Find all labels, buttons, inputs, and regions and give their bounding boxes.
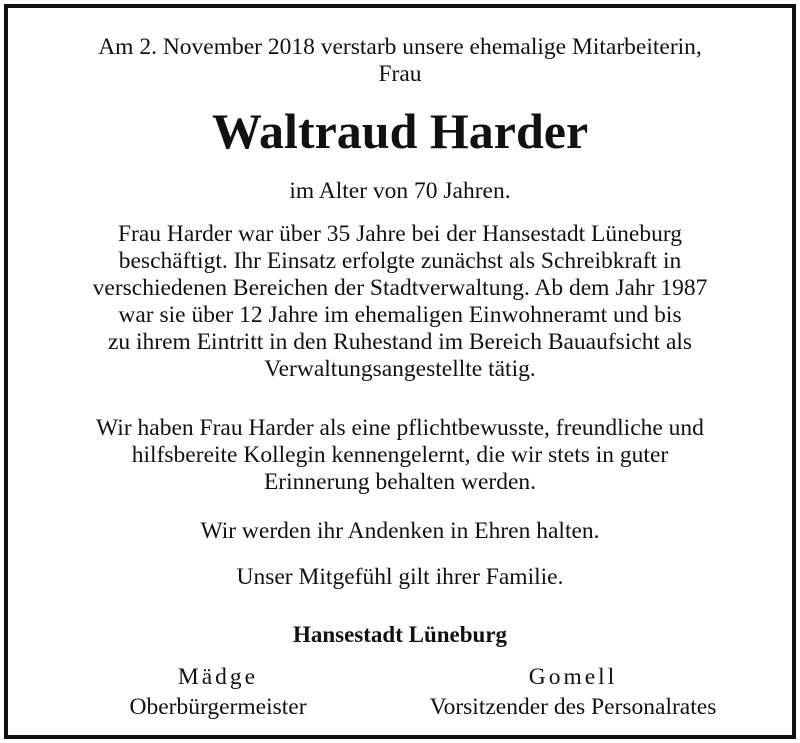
text-line: verschiedenen Bereichen der Stadtverwaltung. Ab dem Jahr 1987 <box>92 275 708 301</box>
closing-line-sympathy: Unser Mitgefühl gilt ihrer Familie. <box>236 564 564 590</box>
text-line: zu ihrem Eintritt in den Ruhestand im Bereich Bauaufsicht als <box>107 329 693 355</box>
signatory-mayor <box>68 662 368 722</box>
organization-name: Hansestadt Lüneburg <box>292 622 508 647</box>
deceased-name: Waltraud Harder <box>211 103 589 159</box>
text-line: Verwaltungsangestellte tätig. <box>264 356 536 382</box>
tribute-paragraph <box>8 415 792 496</box>
signatory-staff-council <box>398 662 748 722</box>
signatory-name: Gomell <box>528 664 618 690</box>
intro-line: Frau <box>378 61 422 87</box>
text-line: hilfsbereite Kollegin kennengelernt, die wir stets in guter <box>131 442 669 468</box>
obituary-notice <box>4 4 796 739</box>
intro-text <box>8 34 792 88</box>
biography-paragraph <box>8 221 792 383</box>
closing-line-remembrance: Wir werden ihr Andenken in Ehren halten. <box>200 518 600 544</box>
text-line: Erinnerung behalten werden. <box>263 469 537 495</box>
signatory-title: Vorsitzender des Personalrates <box>429 694 717 720</box>
text-line: war sie über 12 Jahre im ehemaligen Einwohneramt und bis <box>118 302 682 328</box>
signatory-title: Oberbürgermeister <box>129 694 307 720</box>
intro-line: Am 2. November 2018 verstarb unsere ehemalige Mitarbeiterin, <box>98 34 702 60</box>
text-line: Wir haben Frau Harder als eine pflichtbewusste, freundliche und <box>96 415 704 441</box>
text-line: beschäftigt. Ihr Einsatz erfolgte zunächst als Schreibkraft in <box>118 248 682 274</box>
text-line: Frau Harder war über 35 Jahre bei der Hansestadt Lüneburg <box>117 221 682 247</box>
signatory-name: Mädge <box>177 664 259 690</box>
age-line: im Alter von 70 Jahren. <box>289 178 511 204</box>
